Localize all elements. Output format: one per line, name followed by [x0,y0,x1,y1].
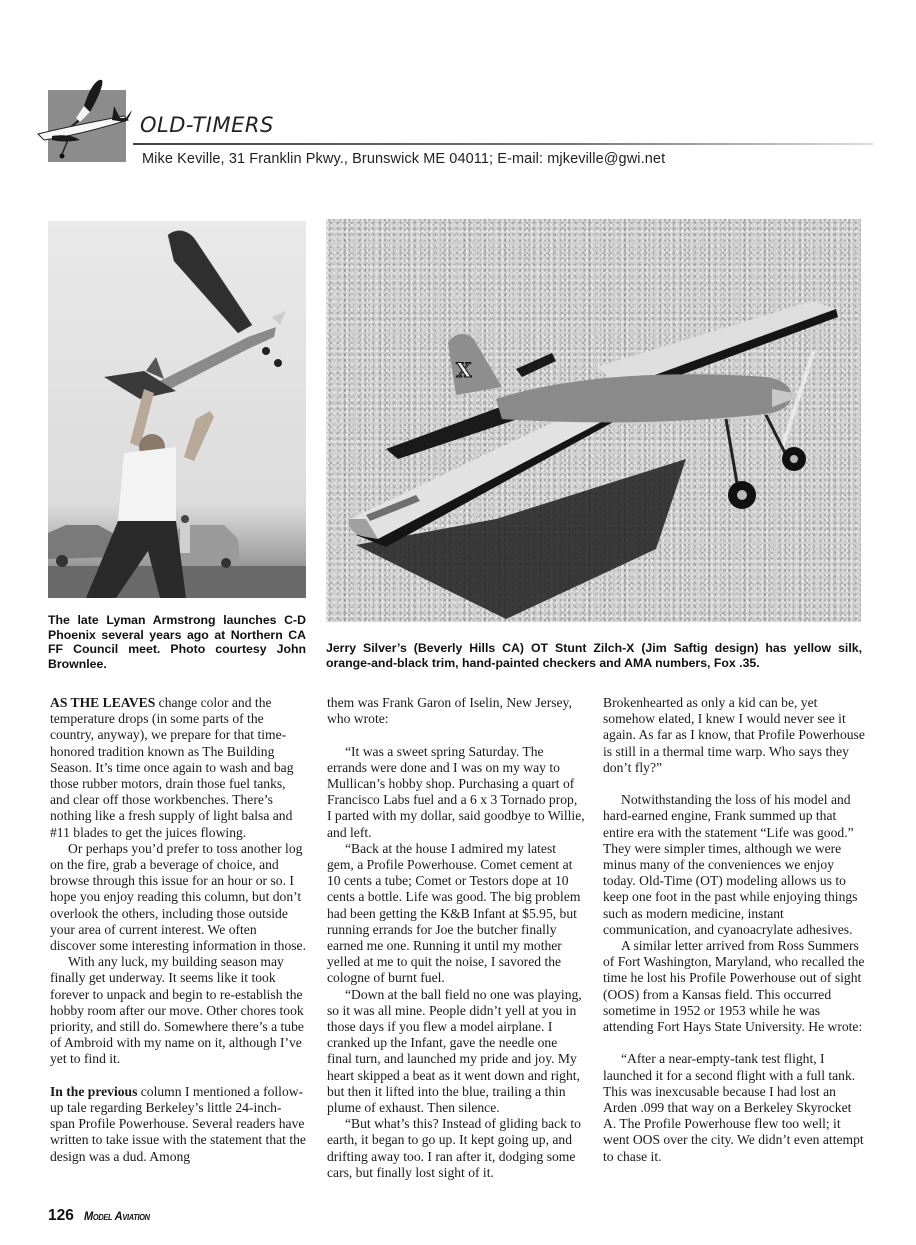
paragraph-text: column I mentioned a follow-up tale regarding Berkeley’s little 24-inch-span Profile Powerhouse. Several readers have written to take issue with the statement that the design was a dud. Among [50,1083,306,1164]
lead-in: In the previous [50,1083,138,1099]
quote-paragraph: “It was a sweet spring Saturday. The errands were done and I was on my way to Mullican’s hobby shop. Purchasing a quart of Francisco Labs fuel and a 6 x 3 Tornado prop, I parted with my dollar, said goodbye to Willie, and left. [327,743,585,840]
author-byline: Mike Keville, 31 Franklin Pkwy., Brunswick ME 04011; E-mail: mjkeville@gwi.net [142,151,666,167]
airplane-logo-icon [32,76,142,166]
lead-in: AS THE LEAVES [50,695,156,710]
quote-paragraph: “Back at the house I admired my latest gem, a Profile Powerhouse. Comet cement at 10 cents a tube; Comet or Testors dope at 10 cents a bottle. Life was good. The big problem had been getting the K&B Infant at $5.95, but running errands for Joe the butcher finally earned me one. Running it until my mother yelled at me to quit the noise, I savored the cologne of burnt fuel. [327,840,581,986]
paragraph: A similar letter arrived from Ross Summers of Fort Washington, Maryland, who recalled the time he lost his Profile Powerhouse out of sight (OOS) from a Kansas field. This occurred sometime in 1952 or 1953 while he was attending Fort Hays State University. He wrote: [603,938,865,1035]
page-number: 126 [48,1207,74,1224]
photo-illustration [326,219,861,622]
photo-zilch-x-stunt-model [326,219,861,622]
photo-caption-left: The late Lyman Armstrong launches C-D Phoenix several years ago at Northern CA FF Council meet. Photo courtesy John Brownlee. [48,613,306,671]
article-column-1 [50,695,306,1165]
paragraph [50,695,306,841]
photo-illustration [48,221,306,598]
quote-paragraph: “Down at the ball field no one was playing, so it was all mine. People didn’t yell at you in those days if you flew a model airplane. I cranked up the Infant, gave the needle one final turn, and launched my pride and joy. My heart skipped a beat as it went down and right, but then it lifted into the blue, trailing a thin plume of exhaust. Then silence. [327,986,582,1116]
section-title: OLD-TIMERS [140,113,274,137]
magazine-name: Model Aviation [84,1209,150,1223]
paragraph: them was Frank Garon of Iselin, New Jersey, who wrote: [327,695,572,727]
article-column-2 [327,695,585,1181]
quote-paragraph: Brokenhearted as only a kid can be, yet somehow elated, I knew I would never see it again. As far as I know, that Profile Powerhouse is still in a thermal time warp. Who says they don’t fly?” [603,695,865,775]
photo-lyman-armstrong-launch [48,221,306,598]
quote-paragraph: “After a near-empty-tank test flight, I launched it for a second flight with a full tank. This was inexcusable because I had lost an Arden .099 that way on a Berkeley Skyrocket A. The Profile Powerhouse flew too well; it went OOS over the city. We didn’t even attempt to chase it. [603,1051,864,1164]
paragraph: Or perhaps you’d prefer to toss another log on the fire, grab a beverage of choice, and browse through this issue for an hour or so. I hope you enjoy reading this column, but don’t overlook the others, including those outside your area of current interest. We often discover some interesting information in those. [50,840,306,954]
header-divider [133,143,873,145]
paragraph: With any luck, my building season may finally get underway. It seems like it took forever to unpack and begin to re-establish the hobby room after our move. Other chores took priority, and still do. Somewhere there’s a tube of Ambroid with my name on it, although I’ve yet to find it. [50,954,304,1067]
paragraph [50,1084,306,1165]
svg-text:X: X [456,358,472,382]
quote-paragraph: “But what’s this? Instead of gliding back to earth, it began to go up. It kept going up, and drifting away too. I ran after it, dodging some cars, but finally lost sight of it. [327,1116,581,1180]
photo-caption-right: Jerry Silver’s (Beverly Hills CA) OT Stunt Zilch-X (Jim Saftig design) has yellow silk, orange-and-black trim, hand-painted checkers and AMA numbers, Fox .35. [326,641,862,670]
paragraph: Notwithstanding the loss of his model and hard-earned engine, Frank summed up that entire era with the statement “Life was good.” They were simpler times, although we were minus many of the conveniences we enjoy today. Old-Time (OT) modeling allows us to keep one foot in the past while enjoying things such as modern medicine, instant communication, and cyanoacrylate adhesives. [603,792,858,937]
paragraph-text: change color and the temperature drops (in some parts of the country, anyway), we prepare for that time-honored tradition known as The Building Season. It’s time once again to wash and bag those rubber motors, drain those fuel tanks, and clear off those workbenches. There’s nothing like a fresh supply of light balsa and #11 blades to get the juices flowing. [50,695,294,840]
article-column-3 [603,695,865,1165]
